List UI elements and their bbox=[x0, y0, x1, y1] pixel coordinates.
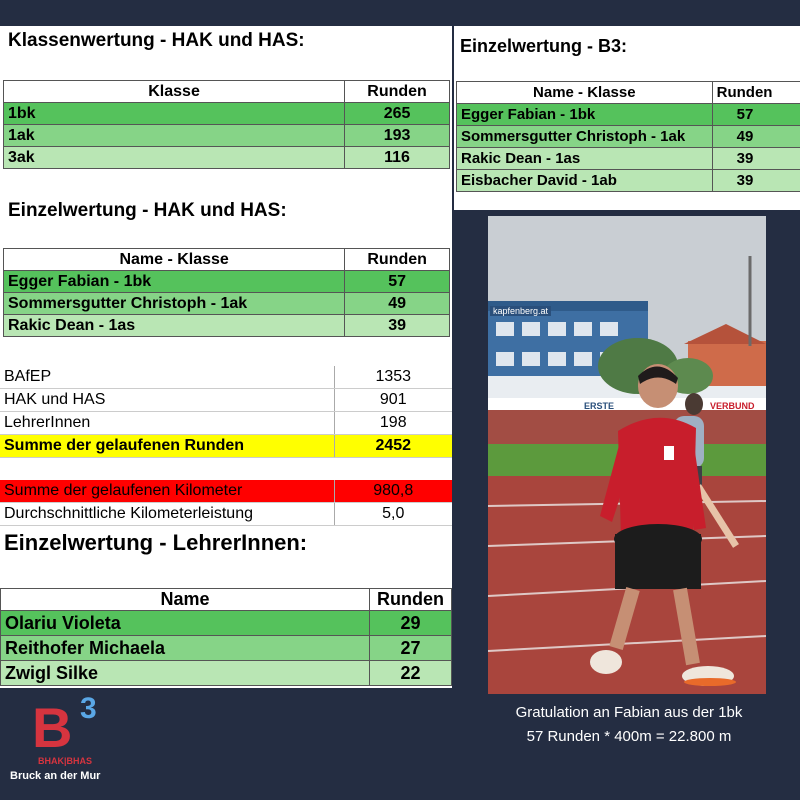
class-name: 3ak bbox=[4, 147, 345, 169]
einzelwertung-hak-table bbox=[3, 248, 450, 337]
column-header-klasse: Klasse bbox=[4, 81, 345, 103]
stat-value: 901 bbox=[334, 389, 452, 412]
einzelwertung-hak-title: Einzelwertung - HAK und HAS: bbox=[8, 200, 287, 221]
rounds-value: 22 bbox=[370, 661, 452, 686]
average-km-row bbox=[0, 503, 452, 526]
einzelwertung-b3-table bbox=[456, 81, 800, 192]
rounds-value: 57 bbox=[712, 104, 800, 126]
total-rounds-row bbox=[0, 435, 452, 458]
rounds-value: 49 bbox=[712, 126, 800, 148]
average-km-value: 5,0 bbox=[334, 503, 452, 526]
table-row bbox=[457, 126, 800, 148]
table-row bbox=[1, 611, 452, 636]
left-results-sheet bbox=[0, 26, 452, 688]
column-header-name-klasse: Name - Klasse bbox=[457, 82, 713, 104]
einzelwertung-b3-title: Einzelwertung - B3: bbox=[460, 36, 628, 56]
table-row bbox=[1, 661, 452, 686]
column-header-runden: Runden bbox=[345, 81, 450, 103]
stat-label: HAK und HAS bbox=[0, 389, 334, 412]
caption-line-2: 57 Runden * 400m = 22.800 m bbox=[526, 728, 732, 745]
rounds-value: 39 bbox=[712, 170, 800, 192]
klassenwertung-title: Klassenwertung - HAK und HAS: bbox=[8, 30, 305, 51]
teacher-name: Zwigl Silke bbox=[1, 661, 370, 686]
summary-table bbox=[0, 366, 452, 526]
stadium-sign: kapfenberg.at bbox=[490, 306, 551, 316]
column-header-runden: Runden bbox=[712, 82, 800, 104]
spacer bbox=[334, 458, 452, 481]
table-row bbox=[4, 125, 450, 147]
column-header-runden: Runden bbox=[370, 589, 452, 611]
table-row bbox=[4, 293, 450, 315]
einzelwertung-lehrer-table bbox=[0, 588, 452, 686]
right-results-sheet bbox=[454, 26, 800, 210]
total-km-row bbox=[0, 480, 452, 503]
table-row bbox=[4, 103, 450, 125]
table-row bbox=[4, 271, 450, 293]
rounds-value: 57 bbox=[345, 271, 450, 293]
rounds-value: 49 bbox=[345, 293, 450, 315]
rounds-value: 265 bbox=[345, 103, 450, 125]
rounds-value: 27 bbox=[370, 636, 452, 661]
runner-photo-illustration bbox=[488, 216, 766, 694]
stat-label: LehrerInnen bbox=[0, 412, 334, 435]
teacher-name: Reithofer Michaela bbox=[1, 636, 370, 661]
student-name: Egger Fabian - 1bk bbox=[457, 104, 713, 126]
banner-erste: ERSTE bbox=[584, 401, 615, 411]
student-name: Eisbacher David - 1ab bbox=[457, 170, 713, 192]
total-rounds-value: 2452 bbox=[334, 435, 452, 458]
klassenwertung-table bbox=[3, 80, 450, 169]
rounds-value: 39 bbox=[712, 148, 800, 170]
total-rounds-label: Summe der gelaufenen Runden bbox=[0, 435, 334, 458]
student-name: Rakic Dean - 1as bbox=[4, 315, 345, 337]
total-km-label: Summe der gelaufenen Kilometer bbox=[0, 480, 334, 503]
rounds-value: 29 bbox=[370, 611, 452, 636]
caption-line-1: Gratulation an Fabian aus der 1bk bbox=[515, 704, 743, 721]
rounds-value: 39 bbox=[345, 315, 450, 337]
table-row bbox=[457, 104, 800, 126]
table-row bbox=[457, 148, 800, 170]
banner-verbund: VERBUND bbox=[710, 401, 755, 411]
student-name: Sommersgutter Christoph - 1ak bbox=[4, 293, 345, 315]
table-row bbox=[4, 315, 450, 337]
column-header-name: Name bbox=[1, 589, 370, 611]
stat-value: 1353 bbox=[334, 366, 452, 389]
stat-label: BAfEP bbox=[0, 366, 334, 389]
stats-row bbox=[0, 412, 452, 435]
logo-letter: B bbox=[32, 696, 73, 759]
teacher-name: Olariu Violeta bbox=[1, 611, 370, 636]
logo-subtitle: BHAK|BHAS bbox=[38, 756, 93, 766]
spacer bbox=[0, 458, 334, 481]
stats-row bbox=[0, 389, 452, 412]
column-header-runden: Runden bbox=[345, 249, 450, 271]
student-name: Sommersgutter Christoph - 1ak bbox=[457, 126, 713, 148]
class-name: 1ak bbox=[4, 125, 345, 147]
school-logo bbox=[8, 694, 118, 794]
class-name: 1bk bbox=[4, 103, 345, 125]
stat-value: 198 bbox=[334, 412, 452, 435]
rounds-value: 193 bbox=[345, 125, 450, 147]
table-row bbox=[457, 170, 800, 192]
runner-photo bbox=[488, 216, 766, 694]
student-name: Egger Fabian - 1bk bbox=[4, 271, 345, 293]
einzelwertung-lehrer-title: Einzelwertung - LehrerInnen: bbox=[4, 530, 308, 555]
logo-superscript: 3 bbox=[80, 692, 97, 725]
stats-row bbox=[0, 366, 452, 389]
total-km-value: 980,8 bbox=[334, 480, 452, 503]
student-name: Rakic Dean - 1as bbox=[457, 148, 713, 170]
logo-location: Bruck an der Mur bbox=[10, 770, 101, 782]
average-km-label: Durchschnittliche Kilometerleistung bbox=[0, 503, 334, 526]
column-header-name-klasse: Name - Klasse bbox=[4, 249, 345, 271]
rounds-value: 116 bbox=[345, 147, 450, 169]
table-row bbox=[1, 636, 452, 661]
table-row bbox=[4, 147, 450, 169]
